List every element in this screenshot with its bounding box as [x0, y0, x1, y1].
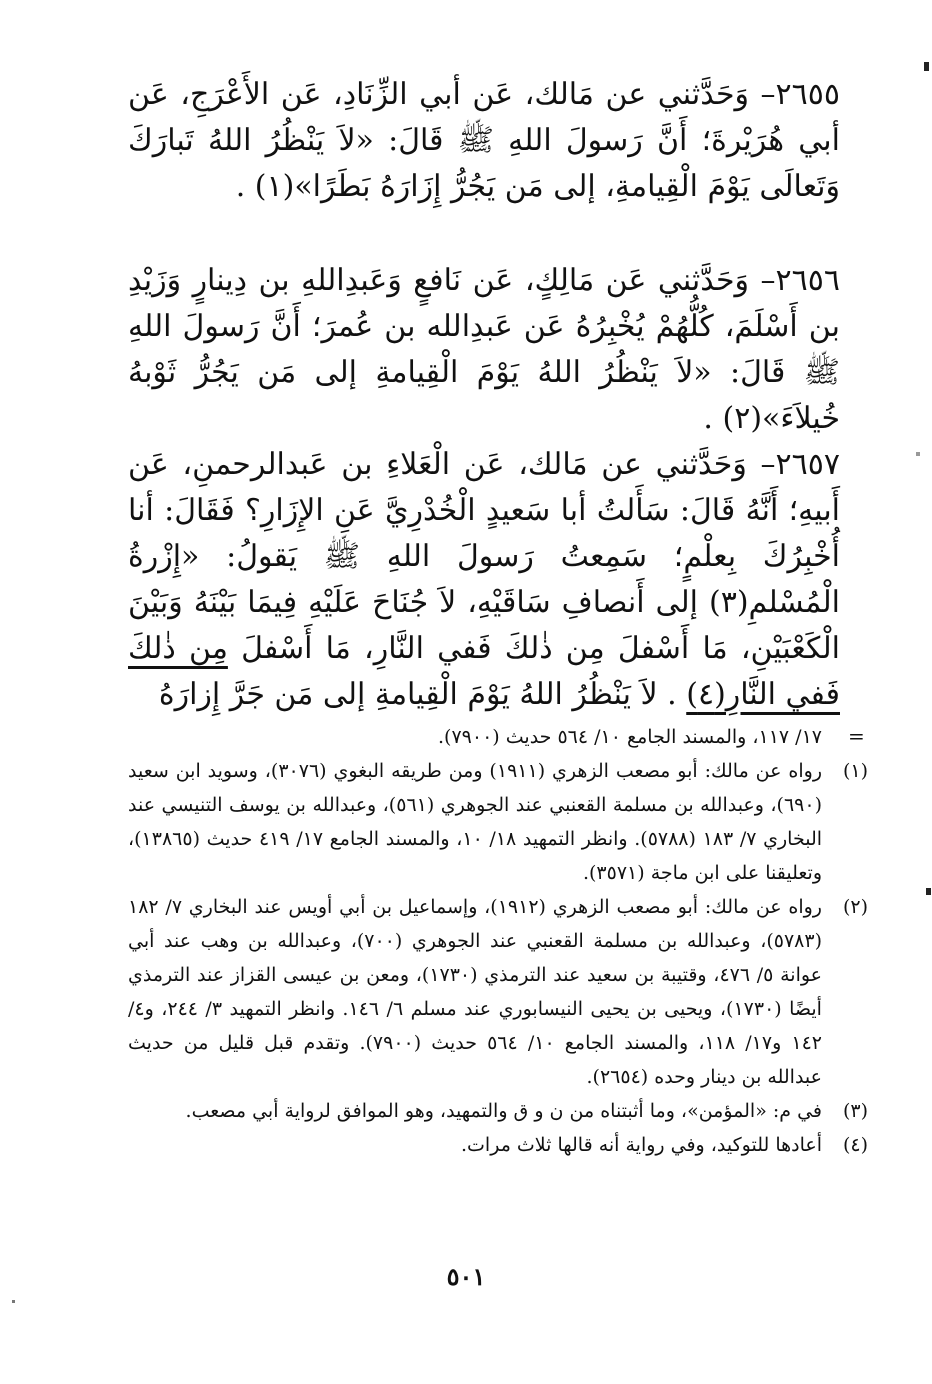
- footnote-number: (٢): [842, 896, 868, 918]
- footnote-4: [128, 1128, 868, 1162]
- footnote-number: (١): [842, 760, 868, 782]
- hadith-2655: [128, 72, 840, 210]
- scan-mark: [926, 888, 931, 895]
- hadith-2657-underlined-text: مِن ذٰلكَ فَفي النَّارِ(٤): [128, 631, 840, 712]
- hadith-2656-text: ٢٦٥٦– وَحَدَّثني عَن مَالِكٍ، عَن نَافعٍ وَعَبدِاللهِ بن دِينارٍ وَزَيْدِ بن أَسْلَمَ، كُلُّهُمْ يُخْبِرُهُ عَن عَبدِالله بن عُمرَ؛ أَنَّ رَسولَ اللهِ ﷺ قَالَ: «لاَ يَنْظُرُ اللهُ يَوْمَ الْقِيامةِ إلى مَن يَجُرُّ ثَوْبهُ خُيلاَءَ»(٢) .: [128, 263, 840, 436]
- footnote-1: [128, 754, 868, 890]
- footnote-continuation: [128, 720, 868, 754]
- footnote-text: في م: «المؤمن»، وما أثبتناه من ن و ق والتمهيد، وهو الموافق لرواية أبي مصعب.: [185, 1100, 822, 1122]
- footnote-continuation-marker: =: [848, 724, 865, 748]
- footnote-text: أعادها للتوكيد، وفي رواية أنه قالها ثلاث مرات.: [461, 1134, 822, 1156]
- footnote-text: رواه عن مالك: أبو مصعب الزهري (١٩١٢)، وإسماعيل بن أبي أويس عند البخاري ٧/ ١٨٢ (٥٧٨٣)، وعبدالله بن مسلمة القعنبي عند الجوهري (٧٠٠)، وعبدالله بن وهب عند أبي عوانة ٥/ ٤٧٦، وقتيبة بن سعيد عند الترمذي (١٧٣٠)، ومعن بن عيسى القزاز عند الترمذي أيضًا (١٧٣٠)، ويحيى بن يحيى النيسابوري عند مسلم ٦/ ١٤٦. وانظر التمهيد ٣/ ٢٤٤، و٤/ ١٤٢ و١٧/ ١١٨، والمسند الجامع ١٠/ ٥٦٤ حديث (٧٩٠٠). وتقدم قبل قليل من حديث عبدالله بن دينار وحده (٢٦٥٤).: [128, 896, 823, 1088]
- hadith-2657: [128, 442, 840, 718]
- scan-mark: [924, 62, 929, 71]
- footnote-continuation-text: ١٧/ ١١٧، والمسند الجامع ١٠/ ٥٦٤ حديث (٧٩٠٠).: [438, 726, 822, 748]
- hadith-2657-text-end: . لاَ يَنْظُرُ اللهُ يَوْمَ الْقِيامةِ إلى مَن جَرَّ إِزارَهُ: [158, 677, 687, 712]
- footnote-number: (٣): [842, 1100, 868, 1122]
- footnote-text: رواه عن مالك: أبو مصعب الزهري (١٩١١) ومن طريقه البغوي (٣٠٧٦)، وسويد ابن سعيد (٦٩٠)، وعبدالله بن مسلمة القعنبي عند الجوهري (٥٦١)، وعبدالله بن يوسف التنيسي عند البخاري ٧/ ١٨٣ (٥٧٨٨). وانظر التمهيد ١٨/ ١٠، والمسند الجامع ١٧/ ٤١٩ حديث (١٣٨٦٥)، وتعليقنا على ابن ماجة (٣٥٧١).: [128, 760, 823, 884]
- page-number: ٥٠١: [446, 1262, 486, 1291]
- footnote-3: [128, 1094, 868, 1128]
- scan-mark: [12, 1300, 15, 1303]
- hadith-2656: [128, 258, 840, 442]
- footnote-2: [128, 890, 868, 1094]
- hadith-2655-text: ٢٦٥٥– وَحَدَّثني عن مَالك، عَن أبي الزِّنَادِ، عَن الأَعْرَجِ، عَن أبي هُرَيْرةَ؛ أَنَّ رَسولَ اللهِ ﷺ قَالَ: «لاَ يَنْظُرُ اللهُ تَبارَكَ وَتَعالَى يَوْمَ الْقِيامةِ، إلى مَن يَجُرُّ إِزَارَهُ بَطَرًا»(١) .: [128, 77, 840, 204]
- footnotes-section: [128, 720, 868, 1162]
- hadith-2657-text: ٢٦٥٧– وَحَدَّثني عن مَالك، عَن الْعَلاءِ بن عَبدالرحمنِ، عَن أَبيهِ؛ أَنَّهُ قَالَ: سَأَلتُ أبا سَعيدٍ الْخُدْرِيَّ عَنِ الإِزَارِ؟ فَقَالَ: أنا أُخْبِرُكَ بِعلْمٍ؛ سَمِعتُ رَسولَ اللهِ ﷺ يَقولُ: «إِزْرةُ الْمُسْلمِ(٣) إلى أَنصافِ سَاقَيْهِ، لاَ جُنَاحَ عَلَيْهِ فِيمَا بَيْنَهُ وَبَيْنَ الْكَعْبَيْنِ، مَا أَسْفلَ مِن ذٰلكَ فَفي النَّارِ، مَا أَسْفلَ: [128, 447, 840, 666]
- scan-mark: [916, 452, 920, 456]
- footnote-number: (٤): [842, 1134, 868, 1156]
